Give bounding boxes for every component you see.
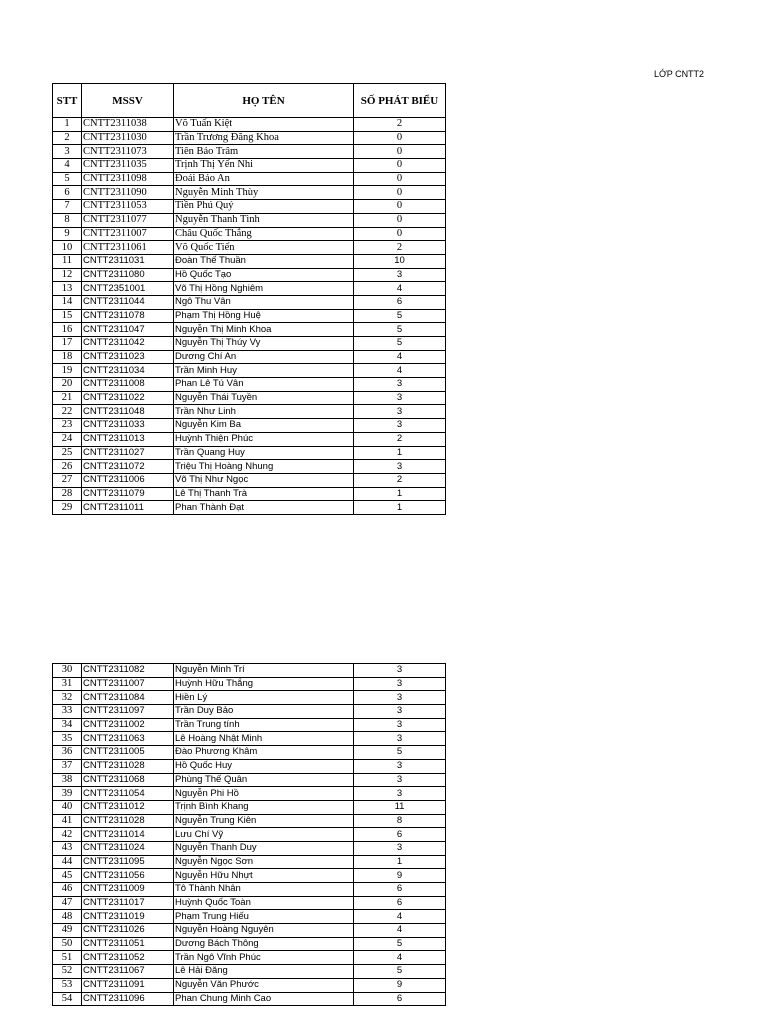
- count-cell: 4: [354, 350, 446, 364]
- name-cell: Tiên Bảo Trâm: [174, 145, 354, 159]
- name-cell: Đào Phương Khâm: [174, 746, 354, 760]
- stt-cell: 5: [53, 172, 82, 186]
- name-cell: Trần Minh Huy: [174, 364, 354, 378]
- stt-cell: 14: [53, 295, 82, 309]
- mssv-cell: CNTT2311024: [82, 841, 174, 855]
- table-row: [53, 378, 446, 392]
- stt-cell: 23: [53, 419, 82, 433]
- mssv-cell: CNTT2311080: [82, 268, 174, 282]
- name-cell: Phan Chung Minh Cao: [174, 992, 354, 1006]
- count-cell: 6: [354, 992, 446, 1006]
- stt-cell: 40: [53, 800, 82, 814]
- count-cell: 3: [354, 841, 446, 855]
- mssv-cell: CNTT2311017: [82, 896, 174, 910]
- name-cell: Triệu Thị Hoàng Nhung: [174, 460, 354, 474]
- name-cell: Nguyễn Hữu Nhựt: [174, 869, 354, 883]
- name-cell: Huỳnh Quốc Toàn: [174, 896, 354, 910]
- count-cell: 3: [354, 391, 446, 405]
- table-row: [53, 350, 446, 364]
- name-cell: Nguyễn Thị Minh Khoa: [174, 323, 354, 337]
- count-cell: 0: [354, 145, 446, 159]
- mssv-cell: CNTT2311027: [82, 446, 174, 460]
- mssv-cell: CNTT2311007: [82, 227, 174, 241]
- mssv-cell: CNTT2311054: [82, 787, 174, 801]
- table-row: [53, 965, 446, 979]
- count-cell: 3: [354, 405, 446, 419]
- name-cell: Võ Quốc Tiến: [174, 241, 354, 255]
- stt-cell: 12: [53, 268, 82, 282]
- mssv-cell: CNTT2311095: [82, 855, 174, 869]
- count-cell: 6: [354, 896, 446, 910]
- count-cell: 3: [354, 732, 446, 746]
- mssv-cell: CNTT2311033: [82, 419, 174, 433]
- stt-cell: 33: [53, 705, 82, 719]
- mssv-cell: CNTT2311067: [82, 965, 174, 979]
- mssv-cell: CNTT2311023: [82, 350, 174, 364]
- stt-cell: 48: [53, 910, 82, 924]
- mssv-cell: CNTT2311052: [82, 951, 174, 965]
- table-row: [53, 992, 446, 1006]
- mssv-cell: CNTT2351001: [82, 282, 174, 296]
- stt-cell: 30: [53, 664, 82, 678]
- count-cell: 3: [354, 664, 446, 678]
- participation-table-2: [52, 663, 446, 1006]
- count-cell: 3: [354, 718, 446, 732]
- mssv-cell: CNTT2311019: [82, 910, 174, 924]
- stt-cell: 29: [53, 501, 82, 515]
- count-cell: 3: [354, 460, 446, 474]
- stt-cell: 24: [53, 432, 82, 446]
- count-cell: 5: [354, 337, 446, 351]
- mssv-cell: CNTT2311084: [82, 691, 174, 705]
- table-row: [53, 487, 446, 501]
- count-cell: 3: [354, 691, 446, 705]
- count-cell: 1: [354, 487, 446, 501]
- header-name: HỌ TÊN: [174, 84, 354, 118]
- table-row: [53, 460, 446, 474]
- name-cell: Tiền Phú Quý: [174, 200, 354, 214]
- name-cell: Trần Trung tính: [174, 718, 354, 732]
- stt-cell: 21: [53, 391, 82, 405]
- mssv-cell: CNTT2311078: [82, 309, 174, 323]
- count-cell: 10: [354, 254, 446, 268]
- name-cell: Trịnh Thị Yến Nhi: [174, 159, 354, 173]
- count-cell: 2: [354, 432, 446, 446]
- table-row: [53, 391, 446, 405]
- name-cell: Nguyễn Minh Thùy: [174, 186, 354, 200]
- table-row: [53, 800, 446, 814]
- name-cell: Nguyễn Thị Thúy Vy: [174, 337, 354, 351]
- mssv-cell: CNTT2311091: [82, 978, 174, 992]
- mssv-cell: CNTT2311056: [82, 869, 174, 883]
- table-row: [53, 186, 446, 200]
- stt-cell: 52: [53, 965, 82, 979]
- table-row: [53, 432, 446, 446]
- mssv-cell: CNTT2311077: [82, 213, 174, 227]
- name-cell: Phạm Thị Hồng Huệ: [174, 309, 354, 323]
- stt-cell: 17: [53, 337, 82, 351]
- mssv-cell: CNTT2311005: [82, 746, 174, 760]
- stt-cell: 19: [53, 364, 82, 378]
- name-cell: Lê Hoàng Nhật Minh: [174, 732, 354, 746]
- stt-cell: 20: [53, 378, 82, 392]
- mssv-cell: CNTT2311013: [82, 432, 174, 446]
- count-cell: 3: [354, 677, 446, 691]
- name-cell: Nguyễn Phi Hồ: [174, 787, 354, 801]
- name-cell: Nguyễn Ngọc Sơn: [174, 855, 354, 869]
- count-cell: 11: [354, 800, 446, 814]
- name-cell: Võ Tuấn Kiệt: [174, 118, 354, 132]
- name-cell: Lưu Chí Vỹ: [174, 828, 354, 842]
- count-cell: 2: [354, 473, 446, 487]
- table-row: [53, 869, 446, 883]
- stt-cell: 54: [53, 992, 82, 1006]
- count-cell: 4: [354, 910, 446, 924]
- stt-cell: 2: [53, 131, 82, 145]
- mssv-cell: CNTT2311079: [82, 487, 174, 501]
- stt-cell: 7: [53, 200, 82, 214]
- name-cell: Dương Bách Thông: [174, 937, 354, 951]
- mssv-cell: CNTT2311030: [82, 131, 174, 145]
- table-row: [53, 828, 446, 842]
- table-row: [53, 951, 446, 965]
- count-cell: 3: [354, 268, 446, 282]
- count-cell: 3: [354, 378, 446, 392]
- name-cell: Trần Quang Huy: [174, 446, 354, 460]
- name-cell: Hiền Lý: [174, 691, 354, 705]
- name-cell: Nguyễn Hoàng Nguyên: [174, 924, 354, 938]
- mssv-cell: CNTT2311098: [82, 172, 174, 186]
- name-cell: Đoàn Thế Thuần: [174, 254, 354, 268]
- mssv-cell: CNTT2311031: [82, 254, 174, 268]
- mssv-cell: CNTT2311053: [82, 200, 174, 214]
- table-row: [53, 705, 446, 719]
- class-label: LỚP CNTT2: [654, 69, 705, 79]
- mssv-cell: CNTT2311022: [82, 391, 174, 405]
- table-row: [53, 419, 446, 433]
- stt-cell: 16: [53, 323, 82, 337]
- name-cell: Lê Thị Thanh Trà: [174, 487, 354, 501]
- table-row: [53, 664, 446, 678]
- name-cell: Trần Duy Bảo: [174, 705, 354, 719]
- mssv-cell: CNTT2311011: [82, 501, 174, 515]
- table-row: [53, 227, 446, 241]
- stt-cell: 49: [53, 924, 82, 938]
- count-cell: 3: [354, 705, 446, 719]
- stt-cell: 11: [53, 254, 82, 268]
- stt-cell: 41: [53, 814, 82, 828]
- table-row: [53, 473, 446, 487]
- name-cell: Phạm Trung Hiếu: [174, 910, 354, 924]
- table-row: [53, 254, 446, 268]
- count-cell: 9: [354, 869, 446, 883]
- table-row: [53, 759, 446, 773]
- stt-cell: 31: [53, 677, 82, 691]
- stt-cell: 39: [53, 787, 82, 801]
- name-cell: Trần Ngô Vĩnh Phúc: [174, 951, 354, 965]
- name-cell: Nguyễn Trung Kiên: [174, 814, 354, 828]
- table-row: [53, 295, 446, 309]
- count-cell: 0: [354, 186, 446, 200]
- name-cell: Huỳnh Hữu Thắng: [174, 677, 354, 691]
- stt-cell: 9: [53, 227, 82, 241]
- mssv-cell: CNTT2311034: [82, 364, 174, 378]
- participation-table-1: [52, 83, 446, 515]
- name-cell: Dương Chí An: [174, 350, 354, 364]
- count-cell: 3: [354, 787, 446, 801]
- count-cell: 5: [354, 309, 446, 323]
- header-row: [53, 84, 446, 118]
- count-cell: 2: [354, 118, 446, 132]
- stt-cell: 46: [53, 883, 82, 897]
- mssv-cell: CNTT2311042: [82, 337, 174, 351]
- stt-cell: 28: [53, 487, 82, 501]
- table-row: [53, 337, 446, 351]
- stt-cell: 37: [53, 759, 82, 773]
- count-cell: 0: [354, 131, 446, 145]
- name-cell: Ngô Thu Vân: [174, 295, 354, 309]
- mssv-cell: CNTT2311048: [82, 405, 174, 419]
- stt-cell: 43: [53, 841, 82, 855]
- count-cell: 4: [354, 951, 446, 965]
- table-row: [53, 323, 446, 337]
- name-cell: Nguyễn Kim Ba: [174, 419, 354, 433]
- stt-cell: 32: [53, 691, 82, 705]
- mssv-cell: CNTT2311009: [82, 883, 174, 897]
- stt-cell: 3: [53, 145, 82, 159]
- count-cell: 0: [354, 213, 446, 227]
- table-row: [53, 883, 446, 897]
- count-cell: 0: [354, 227, 446, 241]
- stt-cell: 42: [53, 828, 82, 842]
- stt-cell: 26: [53, 460, 82, 474]
- header-count: SỐ PHÁT BIỂU: [354, 84, 446, 118]
- mssv-cell: CNTT2311038: [82, 118, 174, 132]
- stt-cell: 35: [53, 732, 82, 746]
- table-row: [53, 446, 446, 460]
- table-row: [53, 131, 446, 145]
- stt-cell: 47: [53, 896, 82, 910]
- name-cell: Nguyễn Minh Trí: [174, 664, 354, 678]
- mssv-cell: CNTT2311002: [82, 718, 174, 732]
- name-cell: Nguyễn Thanh Duy: [174, 841, 354, 855]
- stt-cell: 1: [53, 118, 82, 132]
- table-row: [53, 773, 446, 787]
- stt-cell: 38: [53, 773, 82, 787]
- mssv-cell: CNTT2311026: [82, 924, 174, 938]
- mssv-cell: CNTT2311008: [82, 378, 174, 392]
- table-row: [53, 241, 446, 255]
- count-cell: 4: [354, 282, 446, 296]
- table-row: [53, 118, 446, 132]
- mssv-cell: CNTT2311096: [82, 992, 174, 1006]
- mssv-cell: CNTT2311063: [82, 732, 174, 746]
- stt-cell: 18: [53, 350, 82, 364]
- count-cell: 4: [354, 364, 446, 378]
- table-row: [53, 746, 446, 760]
- name-cell: Đoái Bảo An: [174, 172, 354, 186]
- mssv-cell: CNTT2311097: [82, 705, 174, 719]
- header-mssv: MSSV: [82, 84, 174, 118]
- table-row: [53, 145, 446, 159]
- name-cell: Nguyễn Thanh Tình: [174, 213, 354, 227]
- name-cell: Trần Như Linh: [174, 405, 354, 419]
- table-row: [53, 910, 446, 924]
- mssv-cell: CNTT2311072: [82, 460, 174, 474]
- stt-cell: 34: [53, 718, 82, 732]
- count-cell: 0: [354, 159, 446, 173]
- count-cell: 8: [354, 814, 446, 828]
- mssv-cell: CNTT2311082: [82, 664, 174, 678]
- mssv-cell: CNTT2311028: [82, 814, 174, 828]
- mssv-cell: CNTT2311047: [82, 323, 174, 337]
- mssv-cell: CNTT2311006: [82, 473, 174, 487]
- name-cell: Võ Thị Như Ngọc: [174, 473, 354, 487]
- name-cell: Huỳnh Thiện Phúc: [174, 432, 354, 446]
- table-row: [53, 855, 446, 869]
- count-cell: 1: [354, 446, 446, 460]
- stt-cell: 36: [53, 746, 82, 760]
- stt-cell: 4: [53, 159, 82, 173]
- stt-cell: 27: [53, 473, 82, 487]
- table-row: [53, 787, 446, 801]
- name-cell: Hồ Quốc Tạo: [174, 268, 354, 282]
- mssv-cell: CNTT2311007: [82, 677, 174, 691]
- count-cell: 5: [354, 965, 446, 979]
- name-cell: Phan Lê Tú Vân: [174, 378, 354, 392]
- mssv-cell: CNTT2311028: [82, 759, 174, 773]
- table-row: [53, 282, 446, 296]
- mssv-cell: CNTT2311051: [82, 937, 174, 951]
- header-stt: STT: [53, 84, 82, 118]
- count-cell: 1: [354, 501, 446, 515]
- table-row: [53, 213, 446, 227]
- mssv-cell: CNTT2311035: [82, 159, 174, 173]
- stt-cell: 22: [53, 405, 82, 419]
- stt-cell: 53: [53, 978, 82, 992]
- table-row: [53, 896, 446, 910]
- stt-cell: 25: [53, 446, 82, 460]
- table-row: [53, 200, 446, 214]
- name-cell: Phùng Thế Quân: [174, 773, 354, 787]
- table-row: [53, 691, 446, 705]
- mssv-cell: CNTT2311044: [82, 295, 174, 309]
- name-cell: Châu Quốc Thắng: [174, 227, 354, 241]
- mssv-cell: CNTT2311068: [82, 773, 174, 787]
- table-row: [53, 814, 446, 828]
- table-row: [53, 718, 446, 732]
- stt-cell: 8: [53, 213, 82, 227]
- mssv-cell: CNTT2311014: [82, 828, 174, 842]
- stt-cell: 10: [53, 241, 82, 255]
- table-row: [53, 501, 446, 515]
- name-cell: Nguyễn Văn Phước: [174, 978, 354, 992]
- table-row: [53, 159, 446, 173]
- count-cell: 5: [354, 746, 446, 760]
- table-row: [53, 841, 446, 855]
- table-row: [53, 364, 446, 378]
- table-row: [53, 978, 446, 992]
- stt-cell: 45: [53, 869, 82, 883]
- name-cell: Lê Hải Đăng: [174, 965, 354, 979]
- name-cell: Phan Thành Đạt: [174, 501, 354, 515]
- count-cell: 9: [354, 978, 446, 992]
- table-row: [53, 405, 446, 419]
- count-cell: 3: [354, 419, 446, 433]
- count-cell: 1: [354, 855, 446, 869]
- count-cell: 0: [354, 172, 446, 186]
- table-row: [53, 268, 446, 282]
- table-row: [53, 924, 446, 938]
- count-cell: 6: [354, 295, 446, 309]
- mssv-cell: CNTT2311012: [82, 800, 174, 814]
- count-cell: 5: [354, 937, 446, 951]
- count-cell: 6: [354, 883, 446, 897]
- table-row: [53, 732, 446, 746]
- stt-cell: 44: [53, 855, 82, 869]
- count-cell: 0: [354, 200, 446, 214]
- count-cell: 2: [354, 241, 446, 255]
- stt-cell: 50: [53, 937, 82, 951]
- count-cell: 5: [354, 323, 446, 337]
- mssv-cell: CNTT2311073: [82, 145, 174, 159]
- table-row: [53, 677, 446, 691]
- name-cell: Trần Trương Đăng Khoa: [174, 131, 354, 145]
- stt-cell: 51: [53, 951, 82, 965]
- count-cell: 3: [354, 773, 446, 787]
- stt-cell: 6: [53, 186, 82, 200]
- table-row: [53, 309, 446, 323]
- name-cell: Trịnh Bình Khang: [174, 800, 354, 814]
- count-cell: 4: [354, 924, 446, 938]
- count-cell: 3: [354, 759, 446, 773]
- count-cell: 6: [354, 828, 446, 842]
- mssv-cell: CNTT2311061: [82, 241, 174, 255]
- stt-cell: 15: [53, 309, 82, 323]
- name-cell: Tô Thành Nhân: [174, 883, 354, 897]
- table-row: [53, 937, 446, 951]
- table-row: [53, 172, 446, 186]
- name-cell: Hồ Quốc Huy: [174, 759, 354, 773]
- name-cell: Võ Thị Hồng Nghiêm: [174, 282, 354, 296]
- mssv-cell: CNTT2311090: [82, 186, 174, 200]
- name-cell: Nguyễn Thái Tuyền: [174, 391, 354, 405]
- stt-cell: 13: [53, 282, 82, 296]
